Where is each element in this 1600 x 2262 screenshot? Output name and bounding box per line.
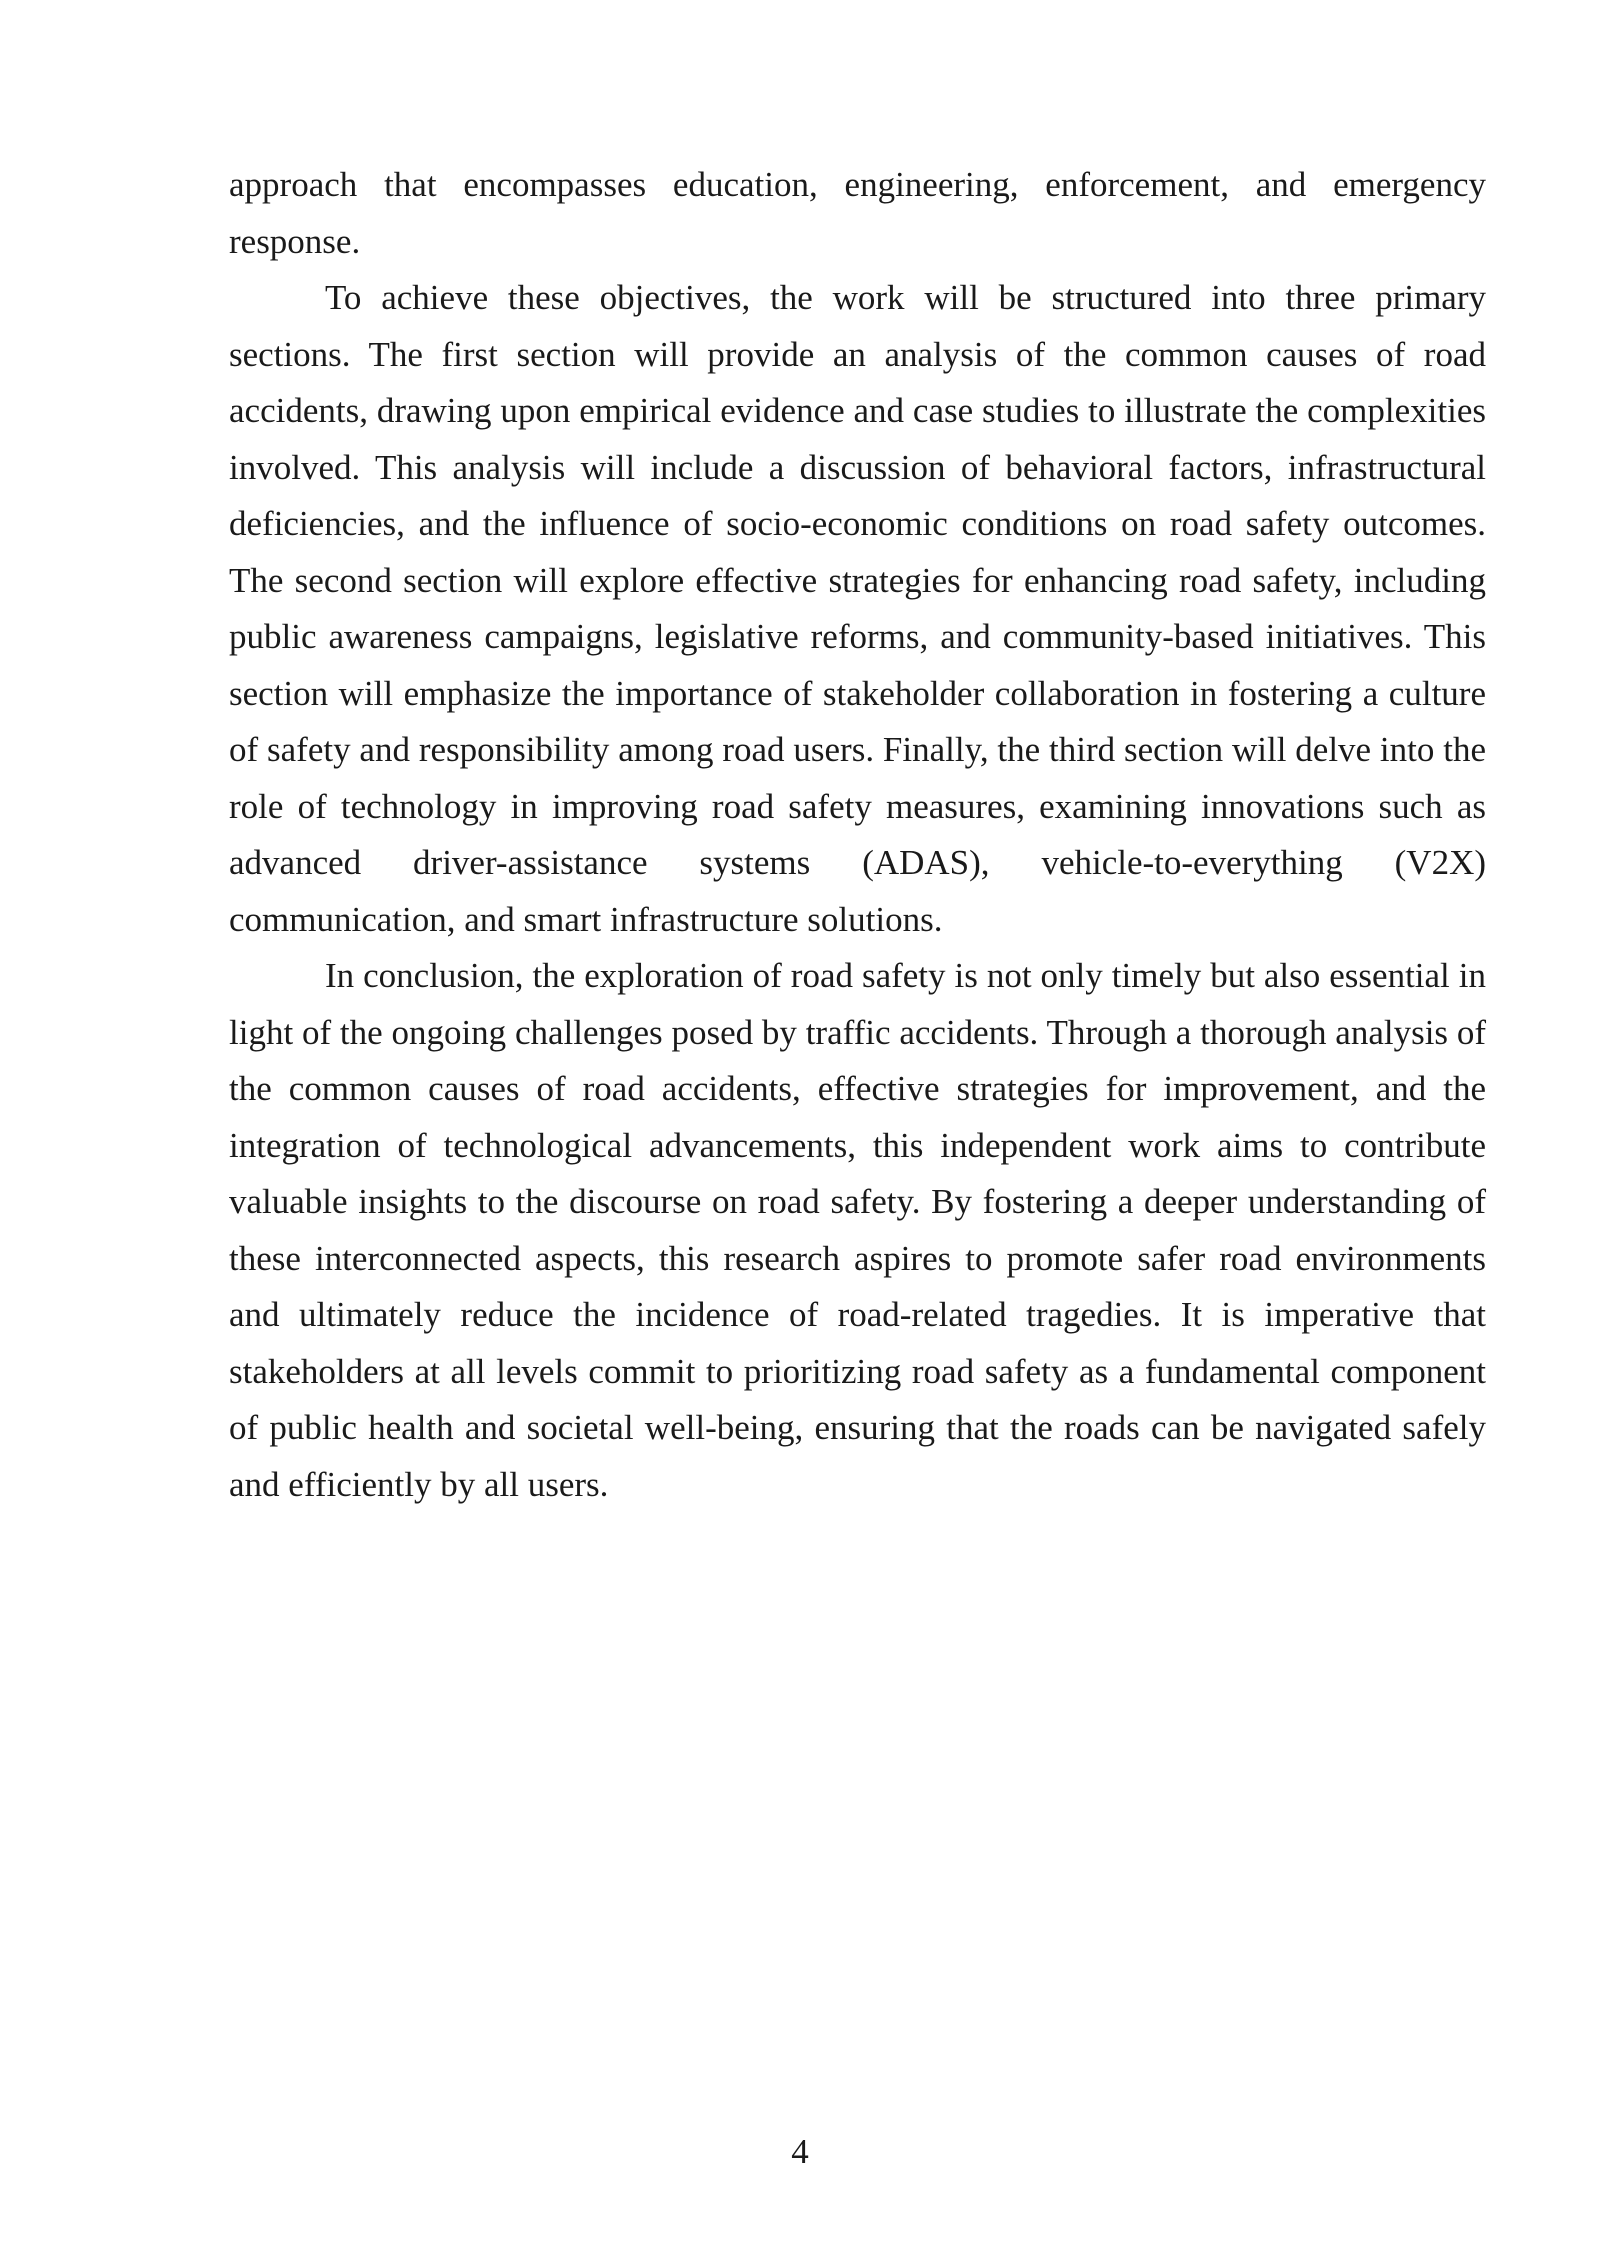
paragraph-continuation: approach that encompasses education, engineering, enforcement, and emergency response. [229, 165, 1486, 261]
paragraph-conclusion: In conclusion, the exploration of road safety is not only timely but also essential in light of the ongoing challenges posed by traffic accidents. Through a thorough analysis of the common causes of road accidents, effective strategies for improvement, and the integration of technological advancements, this independent work aims to contribute valuable insights to the discourse on road safety. By fostering a deeper understanding of these interconnected aspects, this research aspires to promote safer road environments and ultimately reduce the incidence of road-related tragedies. It is imperative that stakeholders at all levels commit to prioritizing road safety as a fundamental component of public health and societal well-being, ensuring that the roads can be navigated safely and efficiently by all users. [229, 956, 1486, 1504]
body-text [229, 157, 1486, 1513]
page-number: 4 [791, 2132, 809, 2171]
paragraph-objectives: To achieve these objectives, the work will be structured into three primary sections. The first section will provide an analysis of the common causes of road accidents, drawing upon empirical evidence and case studies to illustrate the complexities involved. This analysis will include a discussion of behavioral factors, infrastructural deficiencies, and the influence of socio-economic conditions on road safety outcomes. The second section will explore effective strategies for enhancing road safety, including public awareness campaigns, legislative reforms, and community-based initiatives. This section will emphasize the importance of stakeholder collaboration in fostering a culture of safety and responsibility among road users. Finally, the third section will delve into the role of technology in improving road safety measures, examining innovations such as advanced driver-assistance systems (ADAS), vehicle-to-everything (V2X) communication, and smart infrastructure solutions. [229, 278, 1486, 939]
